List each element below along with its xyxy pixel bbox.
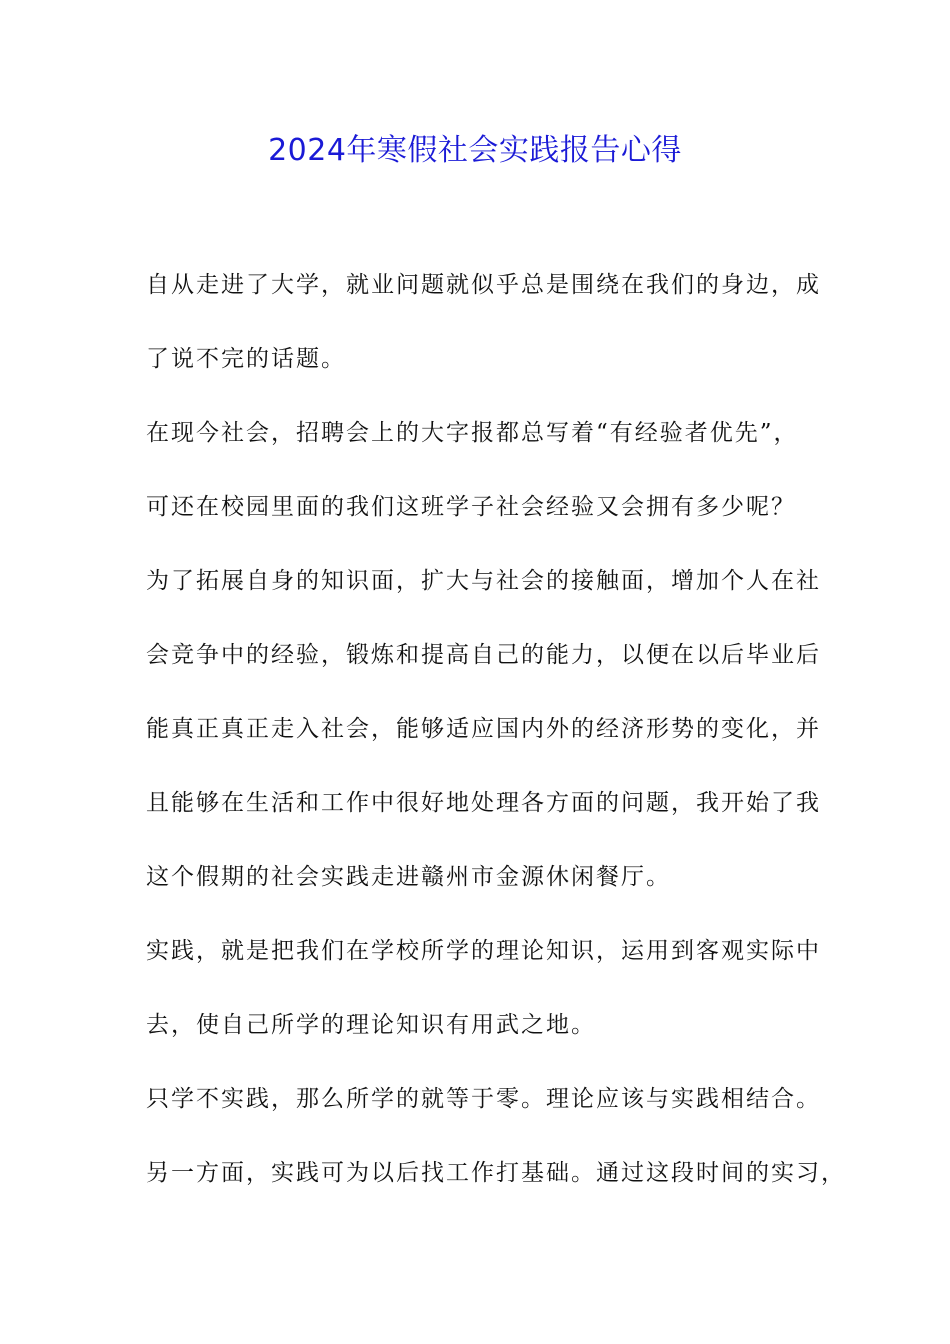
text-line-8: 且能够在生活和工作中很好地处理各方面的问题，我开始了我 (146, 790, 821, 816)
document-body (146, 262, 846, 1224)
text-line-3: 在现今社会，招聘会上的大字报都总写着“有经验者优先”， (146, 420, 799, 446)
text-line-12: 只学不实践，那么所学的就等于零。理论应该与实践相结合。 (146, 1086, 821, 1112)
text-line-10: 实践，就是把我们在学校所学的理论知识，运用到客观实际中 (146, 938, 821, 964)
text-line-4: 可还在校园里面的我们这班学子社会经验又会拥有多少呢？ (146, 494, 796, 520)
text-line-7: 能真正真正走入社会，能够适应国内外的经济形势的变化，并 (146, 716, 821, 742)
text-line-9: 这个假期的社会实践走进赣州市金源休闲餐厅。 (146, 864, 671, 890)
text-line-6: 会竞争中的经验，锻炼和提高自己的能力，以便在以后毕业后 (146, 642, 821, 668)
text-line-11: 去，使自己所学的理论知识有用武之地。 (146, 1012, 596, 1038)
text-line-5: 为了拓展自身的知识面，扩大与社会的接触面，增加个人在社 (146, 568, 821, 594)
text-line-13: 另一方面，实践可为以后找工作打基础。通过这段时间的实习， (146, 1160, 846, 1186)
document-title: 2024年寒假社会实践报告心得 (268, 133, 682, 168)
text-line-2: 了说不完的话题。 (146, 346, 346, 372)
text-line-1: 自从走进了大学，就业问题就似乎总是围绕在我们的身边，成 (146, 272, 821, 298)
